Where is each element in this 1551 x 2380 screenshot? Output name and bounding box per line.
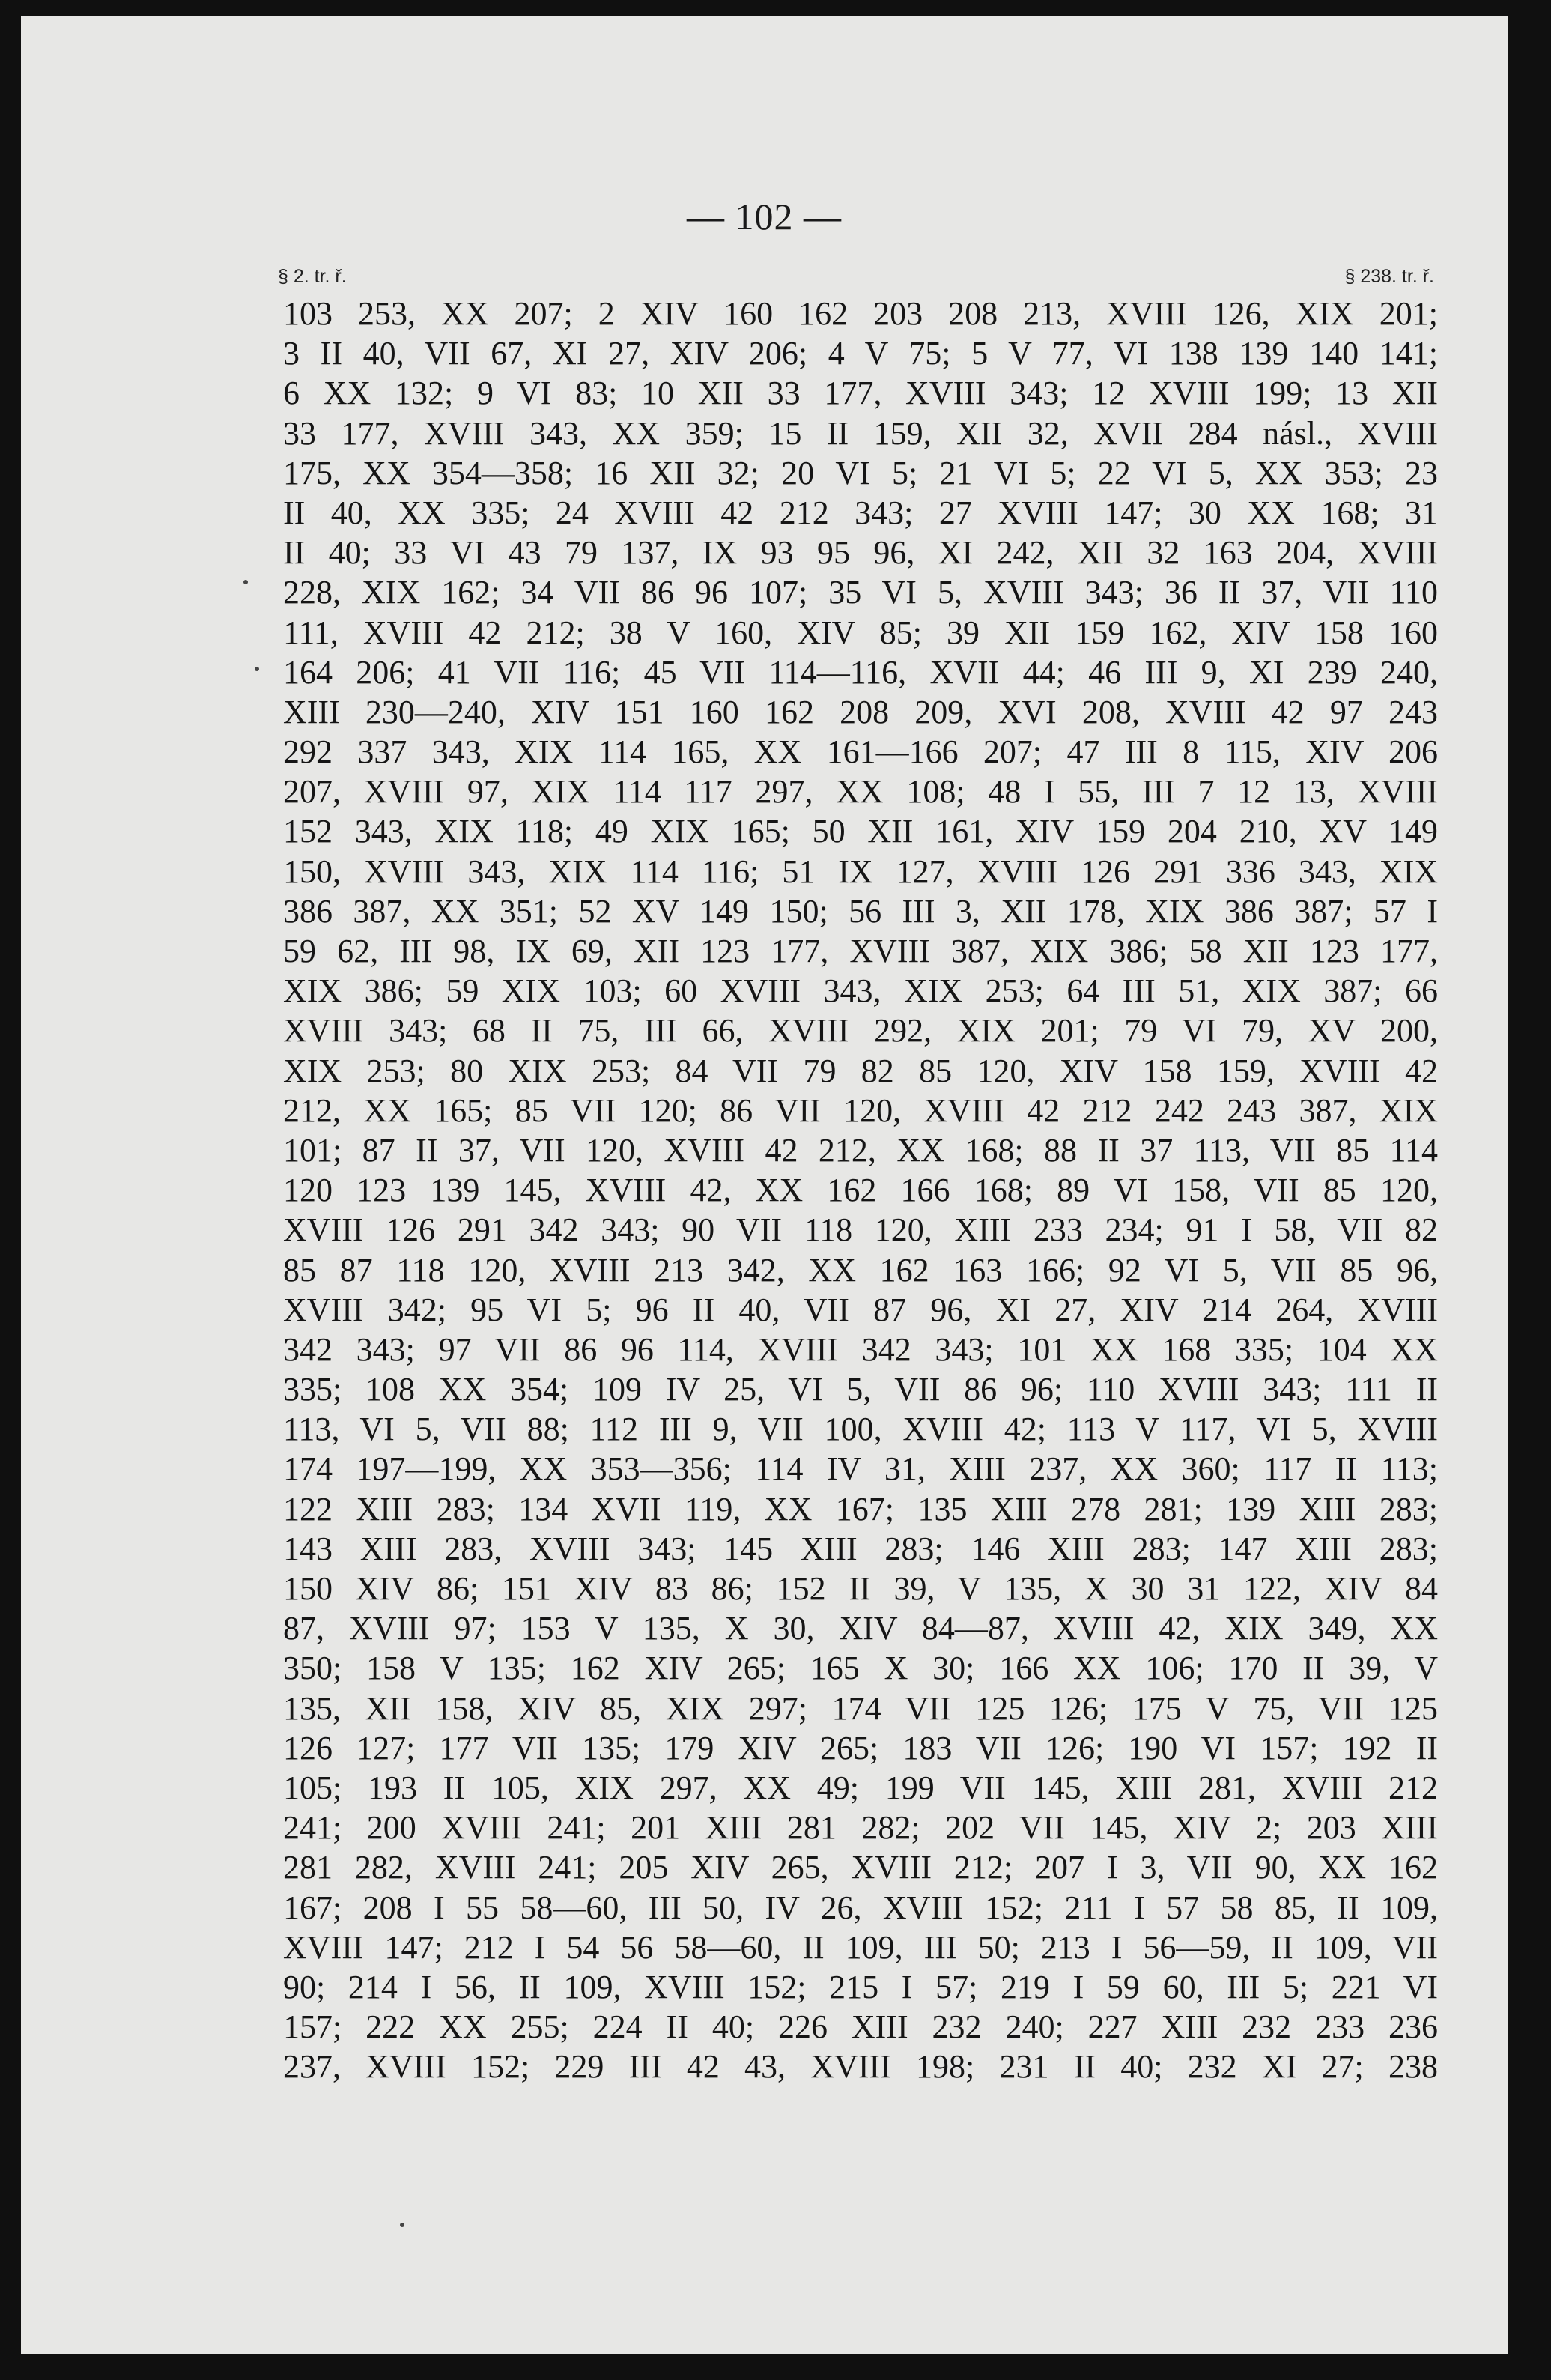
text-line: XIX 386; 59 XIX 103; 60 XVIII 343, XIX 253; 64 III 51, XIX 387; 66 — [283, 972, 1438, 1010]
index-text-block — [283, 294, 1438, 2086]
text-line: 126 127; 177 VII 135; 179 XIV 265; 183 VII 126; 190 VI 157; 192 II — [283, 1729, 1438, 1766]
text-line: XVIII 126 291 342 343; 90 VII 118 120, XIII 233 234; 91 I 58, VII 82 — [283, 1211, 1438, 1249]
speck-dot — [400, 2223, 404, 2227]
text-line: 174 197—199, XX 353—356; 114 IV 31, XIII 237, XX 360; 117 II 113; — [283, 1450, 1438, 1488]
text-line: XVIII 342; 95 VI 5; 96 II 40, VII 87 96, XI 27, XIV 214 264, XVIII — [283, 1291, 1438, 1328]
text-line: II 40, XX 335; 24 XVIII 42 212 343; 27 XVIII 147; 30 XX 168; 31 — [283, 494, 1438, 531]
text-line: 350; 158 V 135; 162 XIV 265; 165 X 30; 166 XX 106; 170 II 39, V — [283, 1650, 1438, 1687]
text-line: 135, XII 158, XIV 85, XIX 297; 174 VII 125 126; 175 V 75, VII 125 — [283, 1689, 1438, 1727]
page-number: — 102 — — [687, 196, 842, 237]
text-line: 335; 108 XX 354; 109 IV 25, VI 5, VII 86 96; 110 XVIII 343; 111 II — [283, 1371, 1438, 1408]
text-line: II 40; 33 VI 43 79 137, IX 93 95 96, XI 242, XII 32 163 204, XVIII — [283, 534, 1438, 572]
text-line: 120 123 139 145, XVIII 42, XX 162 166 168; 89 VI 158, VII 85 120, — [283, 1172, 1438, 1209]
text-line: 101; 87 II 37, VII 120, XVIII 42 212, XX 168; 88 II 37 113, VII 85 114 — [283, 1131, 1438, 1169]
text-line: XVIII 343; 68 II 75, III 66, XVIII 292, XIX 201; 79 VI 79, XV 200, — [283, 1012, 1438, 1050]
speck-dot — [243, 580, 248, 584]
text-line: 6 XX 132; 9 VI 83; 10 XII 33 177, XVIII 343; 12 XVIII 199; 13 XII — [283, 375, 1438, 412]
text-line: 150 XIV 86; 151 XIV 83 86; 152 II 39, V 135, X 30 31 122, XIV 84 — [283, 1570, 1438, 1607]
text-line: 241; 200 XVIII 241; 201 XIII 281 282; 202 VII 145, XIV 2; 203 XIII — [283, 1809, 1438, 1847]
text-line: 103 253, XX 207; 2 XIV 160 162 203 208 213, XVIII 126, XIX 201; — [283, 295, 1438, 332]
text-line: XIX 253; 80 XIX 253; 84 VII 79 82 85 120, XIV 158 159, XVIII 42 — [283, 1052, 1438, 1089]
text-line: 150, XVIII 343, XIX 114 116; 51 IX 127, XVIII 126 291 336 343, XIX — [283, 853, 1438, 890]
text-line: 292 337 343, XIX 114 165, XX 161—166 207; 47 III 8 115, XIV 206 — [283, 733, 1438, 771]
text-line: 157; 222 XX 255; 224 II 40; 226 XIII 232 240; 227 XIII 232 233 236 — [283, 2008, 1438, 2046]
text-line: 207, XVIII 97, XIX 114 117 297, XX 108; 48 I 55, III 7 12 13, XVIII — [283, 773, 1438, 811]
scanned-page — [21, 16, 1508, 2354]
text-line: 164 206; 41 VII 116; 45 VII 114—116, XVII 44; 46 III 9, XI 239 240, — [283, 653, 1438, 691]
text-line: 237, XVIII 152; 229 III 42 43, XVIII 198; 231 II 40; 232 XI 27; 238 — [283, 2048, 1438, 2086]
text-line: 3 II 40, VII 67, XI 27, XIV 206; 4 V 75; 5 V 77, VI 138 139 140 141; — [283, 335, 1438, 372]
text-line: 90; 214 I 56, II 109, XVIII 152; 215 I 57; 219 I 59 60, III 5; 221 VI — [283, 1968, 1438, 2005]
right-section-marker: § 238. tr. ř. — [1344, 266, 1434, 287]
text-line: 143 XIII 283, XVIII 343; 145 XIII 283; 146 XIII 283; 147 XIII 283; — [283, 1530, 1438, 1567]
text-line: 212, XX 165; 85 VII 120; 86 VII 120, XVIII 42 212 242 243 387, XIX — [283, 1091, 1438, 1129]
text-line: XIII 230—240, XIV 151 160 162 208 209, XVI 208, XVIII 42 97 243 — [283, 693, 1438, 730]
text-line: 281 282, XVIII 241; 205 XIV 265, XVIII 212; 207 I 3, VII 90, XX 162 — [283, 1849, 1438, 1886]
text-line: XVIII 147; 212 I 54 56 58—60, II 109, III 50; 213 I 56—59, II 109, VII — [283, 1928, 1438, 1966]
left-section-marker: § 2. tr. ř. — [278, 266, 347, 287]
text-line: 105; 193 II 105, XIX 297, XX 49; 199 VII 145, XIII 281, XVIII 212 — [283, 1769, 1438, 1806]
text-line: 386 387, XX 351; 52 XV 149 150; 56 III 3, XII 178, XIX 386 387; 57 I — [283, 892, 1438, 930]
text-line: 175, XX 354—358; 16 XII 32; 20 VI 5; 21 VI 5; 22 VI 5, XX 353; 23 — [283, 454, 1438, 491]
text-line: 113, VI 5, VII 88; 112 III 9, VII 100, XVIII 42; 113 V 117, VI 5, XVIII — [283, 1411, 1438, 1448]
text-line: 167; 208 I 55 58—60, III 50, IV 26, XVIII 152; 211 I 57 58 85, II 109, — [283, 1889, 1438, 1926]
text-line: 33 177, XVIII 343, XX 359; 15 II 159, XII 32, XVII 284 násl., XVIII — [283, 414, 1438, 452]
speck-dot — [255, 667, 259, 671]
text-line: 111, XVIII 42 212; 38 V 160, XIV 85; 39 XII 159 162, XIV 158 160 — [283, 614, 1438, 651]
text-line: 59 62, III 98, IX 69, XII 123 177, XVIII 387, XIX 386; 58 XII 123 177, — [283, 933, 1438, 969]
text-line: 122 XIII 283; 134 XVII 119, XX 167; 135 XIII 278 281; 139 XIII 283; — [283, 1490, 1438, 1527]
text-line: 342 343; 97 VII 86 96 114, XVIII 342 343; 101 XX 168 335; 104 XX — [283, 1330, 1438, 1368]
text-line: 87, XVIII 97; 153 V 135, X 30, XIV 84—87, XVIII 42, XIX 349, XX — [283, 1610, 1438, 1647]
text-line: 85 87 118 120, XVIII 213 342, XX 162 163 166; 92 VI 5, VII 85 96, — [283, 1251, 1438, 1289]
text-line: 152 343, XIX 118; 49 XIX 165; 50 XII 161, XIV 159 204 210, XV 149 — [283, 813, 1438, 850]
text-line: 228, XIX 162; 34 VII 86 96 107; 35 VI 5, XVIII 343; 36 II 37, VII 110 — [283, 574, 1438, 611]
